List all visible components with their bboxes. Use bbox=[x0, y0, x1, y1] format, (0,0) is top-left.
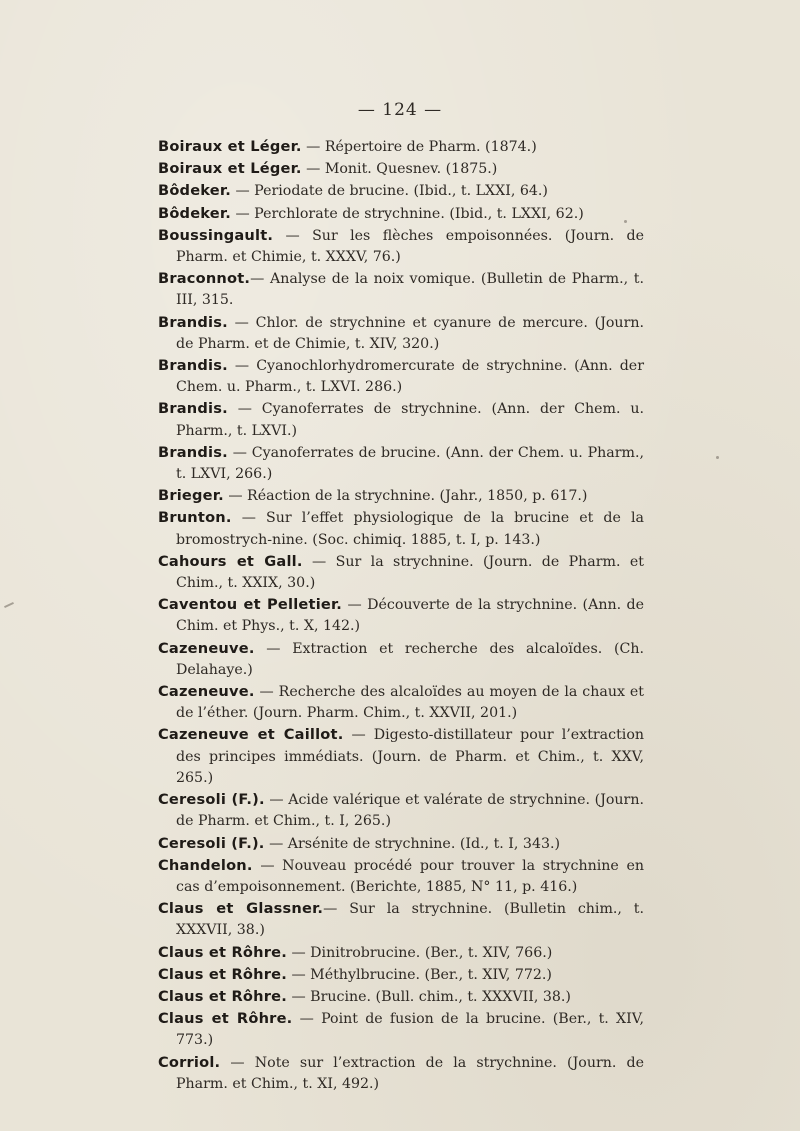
margin-speck bbox=[716, 456, 719, 459]
entry-text: — Chlor. de strychnine et cyanure de mercure. (Journ. de Pharm. et de Chimie, t. XIV, 320.) bbox=[176, 314, 644, 352]
page-number: — 124 — bbox=[357, 100, 443, 120]
bibliography-entry bbox=[158, 942, 644, 964]
entry-text: — Découverte de la strychnine. (Ann. de Chim. et Phys., t. X, 142.) bbox=[176, 597, 645, 635]
entry-author: Brandis. bbox=[158, 400, 228, 418]
entry-author: Caventou et Pelletier. bbox=[158, 596, 343, 614]
entry-author: Bôdeker. bbox=[158, 204, 231, 222]
entry-text: — Nouveau procédé pour trouver la strychnine en cas d’empoisonnement. (Berichte, 1885, N° 11, p. 416.) bbox=[176, 857, 644, 895]
bibliography-entry bbox=[158, 898, 644, 941]
bibliography-entry bbox=[158, 594, 644, 637]
entry-author: Bôdeker. bbox=[158, 182, 231, 200]
bibliography-entry bbox=[158, 1052, 644, 1095]
entry-author: Cazeneuve et Caillot. bbox=[158, 726, 344, 744]
margin-speck bbox=[624, 220, 627, 223]
bibliography-entry bbox=[158, 855, 644, 898]
bibliography-entry bbox=[158, 681, 644, 724]
bibliography-entry bbox=[158, 203, 644, 225]
entry-text: — Perchlorate de strychnine. (Ibid., t. LXXI, 62.) bbox=[230, 205, 584, 222]
bibliography-entry bbox=[158, 964, 644, 986]
entry-author: Brandis. bbox=[158, 443, 228, 461]
entry-text: — Analyse de la noix vomique. (Bulletin de Pharm., t. III, 315. bbox=[176, 271, 644, 309]
entry-text: — Cyanochlorhydromercurate de strychnine. (Ann. der Chem. u. Pharm., t. LXVI. 286.) bbox=[176, 358, 644, 396]
entry-text: — Digesto-distillateur pour l’extraction des principes immédiats. (Journ. de Pharm. et Chim., t. XXV, 265.) bbox=[176, 727, 644, 786]
entry-text: — Sur les flèches empoisonnées. (Journ. de Pharm. et Chimie, t. XXXV, 76.) bbox=[176, 227, 644, 266]
bibliography-entry bbox=[158, 355, 644, 398]
entry-author: Ceresoli (F.). bbox=[158, 791, 265, 809]
entry-text: — Monit. Quesnev. (1875.) bbox=[301, 161, 498, 178]
entry-author: Braconnot. bbox=[158, 270, 251, 288]
entry-text: — Cyanoferrates de brucine. (Ann. der Chem. u. Pharm., t. LXVI, 266.) bbox=[176, 444, 644, 483]
entry-text: — Point de fusion de la brucine. (Ber., t. XIV, 773.) bbox=[176, 1011, 645, 1049]
entry-author: Corriol. bbox=[158, 1053, 221, 1071]
entry-author: Cazeneuve. bbox=[158, 683, 255, 701]
entry-text: — Sur la strychnine. (Journ. de Pharm. et Chim., t. XXIX, 30.) bbox=[176, 553, 645, 592]
bibliography-entry bbox=[158, 638, 644, 681]
entry-author: Ceresoli (F.). bbox=[158, 834, 265, 852]
entry-text: — Brucine. (Bull. chim., t. XXXVII, 38.) bbox=[286, 988, 571, 1005]
entry-author: Brieger. bbox=[158, 487, 224, 505]
entry-author: Brunton. bbox=[158, 509, 232, 527]
bibliography-entry bbox=[158, 312, 644, 355]
entry-author: Boussingault. bbox=[158, 226, 274, 244]
entry-author: Claus et Glassner. bbox=[158, 900, 324, 918]
entry-text: — Sur la strychnine. (Bulletin chim., t. XXXVII, 38.) bbox=[176, 901, 644, 939]
bibliography-entry bbox=[158, 442, 644, 485]
entry-text: — Répertoire de Pharm. (1874.) bbox=[301, 139, 537, 155]
entry-author: Cazeneuve. bbox=[158, 639, 255, 657]
entry-text: — Dinitrobrucine. (Ber., t. XIV, 766.) bbox=[286, 944, 553, 961]
entry-text: — Recherche des alcaloïdes au moyen de la chaux et de l’éther. (Journ. Pharm. Chim., t. XXVII, 201.) bbox=[176, 684, 644, 722]
bibliography-entry bbox=[158, 551, 644, 594]
entry-author: Chandelon. bbox=[158, 856, 253, 874]
entry-author: Brandis. bbox=[158, 313, 228, 331]
entry-author: Claus et Rôhre. bbox=[158, 987, 287, 1005]
entry-text: — Acide valérique et valérate de strychnine. (Journ. de Pharm. et Chim., t. I, 265.) bbox=[176, 792, 644, 830]
bibliography-entry bbox=[158, 789, 644, 832]
entry-text: — Note sur l’extraction de la strychnine. (Journ. de Pharm. et Chim., t. XI, 492.) bbox=[176, 1054, 644, 1092]
entry-text: — Periodate de brucine. (Ibid., t. LXXI, 64.) bbox=[230, 183, 548, 200]
bibliography-list bbox=[158, 136, 644, 1095]
entry-text: — Sur l’effet physiologique de la brucine et de la bromostrych-nine. (Soc. chimiq. 1885, t. I, p. 143.) bbox=[176, 510, 644, 548]
entry-author: Boiraux et Léger. bbox=[158, 160, 302, 178]
bibliography-entry bbox=[158, 485, 644, 507]
bibliography-entry bbox=[158, 833, 644, 855]
entry-text: — Arsénite de strychnine. (Id., t. I, 343.) bbox=[264, 835, 561, 852]
bibliography-entry bbox=[158, 180, 644, 202]
entry-text: — Réaction de la strychnine. (Jahr., 1850, p. 617.) bbox=[223, 488, 588, 505]
entry-author: Claus et Rôhre. bbox=[158, 943, 287, 961]
bibliography-entry bbox=[158, 507, 644, 550]
entry-author: Boiraux et Léger. bbox=[158, 138, 302, 155]
bibliography-entry bbox=[158, 136, 644, 158]
entry-author: Claus et Rôhre. bbox=[158, 965, 287, 983]
margin-mark bbox=[4, 602, 14, 608]
entry-author: Brandis. bbox=[158, 357, 228, 375]
bibliography-entry bbox=[158, 225, 644, 268]
entry-text: — Extraction et recherche des alcaloïdes. (Ch. Delahaye.) bbox=[176, 640, 644, 678]
bibliography-entry bbox=[158, 986, 644, 1008]
entry-author: Cahours et Gall. bbox=[158, 552, 303, 570]
bibliography-entry bbox=[158, 158, 644, 180]
entry-author: Claus et Rôhre. bbox=[158, 1010, 293, 1028]
bibliography-entry bbox=[158, 724, 644, 789]
entry-text: — Cyanoferrates de strychnine. (Ann. der Chem. u. Pharm., t. LXVI.) bbox=[176, 401, 644, 439]
bibliography-entry bbox=[158, 268, 644, 311]
entry-text: — Méthylbrucine. (Ber., t. XIV, 772.) bbox=[286, 966, 552, 983]
bibliography-entry bbox=[158, 1008, 644, 1051]
bibliography-entry bbox=[158, 398, 644, 441]
